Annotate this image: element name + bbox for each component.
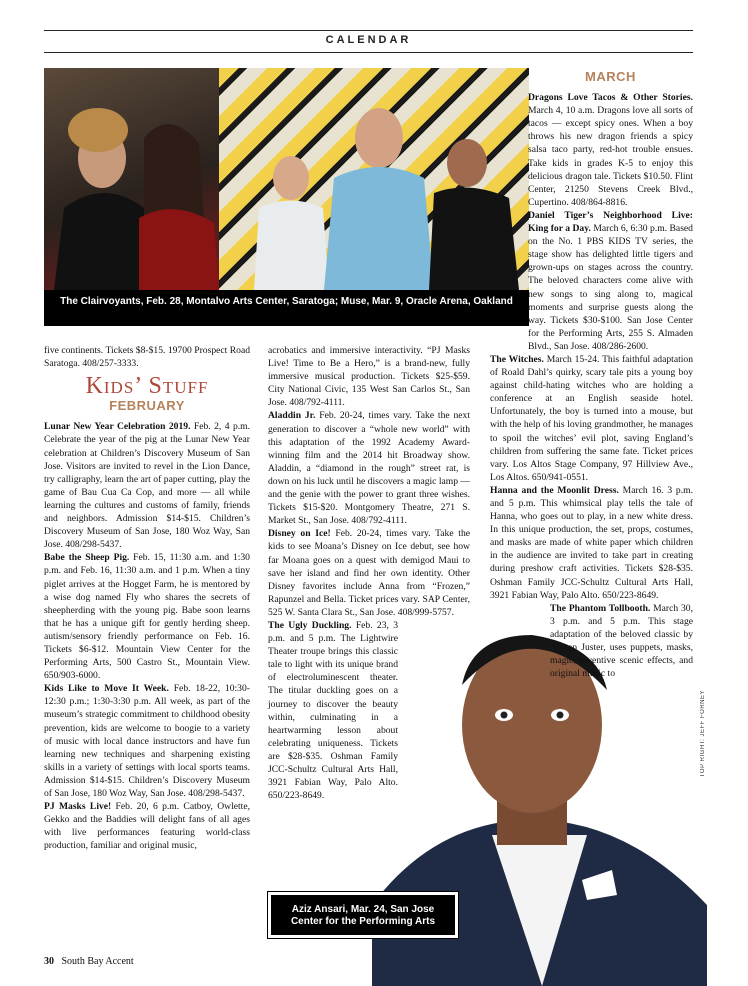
listing-body: March 4, 10 a.m. Dragons love all sorts of tacos — except spicy ones. When a boy throws his new dragon friends a spicy salsa taco party, red-hot trouble ensues. Take kids in grades K-5 to enjoy this delicious dragon tale. Tickets $10.50. Flint Center, 21250 Stevens Creek Blvd., Cupertino. 408/864-8816. [528,105,693,208]
muse-photo [219,68,529,290]
listing-title: The Ugly Duckling. [268,619,352,631]
listing-body: March 15-24. This faithful adaptation of Roald Dahl’s quirky, scary tale pits a young boy against child-hating witches who are holding a conference at an English seaside hotel. Unfortunately, the boy is turned into a mouse, but with the help of his loving grandmother, he manages to spoil the witches’ evil plot, saving England’s children from suffering the same fate. Ticket prices vary. Los Altos Stage Company, 97 Hillview Ave., Los Altos. 650/941-0551. [490,353,693,483]
listing [528,209,693,353]
listing [528,91,693,209]
listing-body: Feb. 15, 11:30 a.m. and 1:30 p.m. and Feb. 16, 11:30 a.m. and 1 p.m. When a tiny piglet arrives at the Hogget Farm, he is mentored by a wise dog named Fly who shares the secrets of sheepherding with the young pig. Babe soon learns that he has a unique gift for gently herding sheep. autism/sensory friendly performance on Feb. 16. Tickets $6-$12. Mountain View Center for the Performing Arts, 500 Castro St., Mountain View. 650/903-6000. [44,552,250,682]
col1-continuation: five continents. Tickets $8-$15. 19700 Prospect Road Saratoga. 408/257-3333. [44,345,250,370]
page-number: 30 [44,956,54,967]
listing-title: Disney on Ice! [268,528,331,540]
listing [268,619,398,802]
magazine-name: South Bay Accent [61,956,134,967]
listing-title: Dragons Love Tacos & Other Stories. [528,92,693,104]
listing-body: March 6, 6:30 p.m. Based on the No. 1 PBS KIDS TV series, the stage show has delighted little tigers and grown-ups on stages across the country. The beloved characters come alive with new songs to sing along to, magical moments and surprise guests along the way. Tickets $30-$100. San Jose Center for the Performing Arts, 255 S. Almaden Blvd., San Jose. 408/286-2600. [528,223,693,352]
listing-body: Feb. 20-24, times vary. Take the kids to see Moana’s Disney on Ice debut, see how far Moana goes on a quest with demigod Maui to save her island and find her own identity. Other Disney favorites include Anna from “Frozen,” Rapunzel and Bella. Ticket prices vary. SAP Center, 525 W. Santa Clara St., San Jose. 408/999-5757. [268,528,471,618]
header-rule [44,52,693,53]
listing-title: PJ Masks Live! [44,801,112,813]
listing-body: March 30, 3 p.m. and 5 p.m. This stage adaptation of the beloved classic by Norton Juster, uses puppets, masks, magic, inventive scenic effects, and original music to [550,602,694,680]
listing [490,353,693,484]
listing-body: Feb. 20, 6 p.m. Catboy, Owlette, Gekko and the Baddies will delight fans of all ages with live performances featuring world-class production, familiar and original music, [44,801,250,852]
listing-title: The Witches. [490,353,544,365]
listing-title: Hanna and the Moonlit Dress. [490,484,619,496]
listing [44,682,250,800]
listing-title: Babe the Sheep Pig. [44,552,130,564]
top-photo-caption: The Clairvoyants, Feb. 28, Montalvo Arts Center, Saratoga; Muse, Mar. 9, Oracle Arena, Oakland [44,290,529,326]
listing-body: Feb. 18-22, 10:30-12:30 p.m.; 1:30-3:30 p.m. All week, as part of the museum’s strategic commitment to childhood obesity prevention, kids are welcome to boogie to a variety of music with local dance instructors and have fun learning new techniques and sharpening existing skills in a variety of settings with local sports teams. Admission $14-$15. Children’s Discovery Museum of San Jose, 180 Woz Way, San Jose. 408/298-5437. [44,683,250,799]
photo-credit: TOP RIGHT: JEFF FORNEY [700,690,706,778]
clairvoyants-photo [44,68,219,290]
listing-title: Daniel Tiger’s Neighborhood Live: King for a Day. [528,209,693,235]
february-heading: FEBRUARY [109,398,185,414]
col2-continuation: acrobatics and immersive interactivity. “PJ Masks Live! Time to Be a Hero,” is a brand-new, fully immersive musical production. Tickets $25-$59. City National Civic, 135 West San Carlos St., San Jose. 408/792-4111. [268,345,470,409]
page-footer [44,956,134,967]
listing [44,800,250,852]
top-rule [44,30,693,31]
listing-title: Aladdin Jr. [268,410,316,422]
clairvoyants-illustration [44,68,219,290]
listing-body: Feb. 20-24, times vary. Take the next generation to discover a “whole new world” with this adaptation of the 1992 Academy Award-winning film and the 2014 hit Broadway show. Aladdin, a “diamond in the rough” street rat, is down on his luck until he discovers a magic lamp — and the genie with the power to grant three wishes. Tickets $15-$20. Montgomery Theatre, 271 S. Market St., San Jose. 408/792-4111. [268,410,470,527]
listing-body: Feb. 23, 3 p.m. and 5 p.m. The Lightwire Theater troupe brings this classic tale to light with its unique brand of electroluminescent theater. The titular duckling goes on a journey to discover the beauty within, culminating in a heartwarming lesson about celebrating uniqueness. Tickets are $28-$35. Oshman Family JCC-Schultz Cultural Arts Hall, 3921 Fabian Way, Palo Alto. 650/223-8649. [268,619,398,802]
muse-illustration [219,68,529,290]
listing-title: Lunar New Year Celebration 2019. [44,421,191,433]
march-heading: MARCH [585,69,636,84]
listing-body: March 16. 3 p.m. and 5 p.m. This whimsical play tells the tale of Hanna, who goes out to play, in a new white dress. In this unique production, the set, props, costumes, and masks are made of white paper which children in the audience are invited to take part in creating during preshow craft activities. Tickets $28-$35. Oshman Family JCC-Schultz Cultural Arts Hall, 3921 Fabian Way, Palo Alto. 650/223-8649. [490,484,693,601]
listing [550,602,693,681]
listing [490,484,693,602]
column-3 [490,68,693,680]
listing [268,409,470,527]
listing [44,551,250,682]
listing-body: Feb. 2, 4 p.m. Celebrate the year of the pig at the Lunar New Year celebration at Children’s Discovery Museum of San Jose. Visitors are invited to revel in the Lion Dance, try calligraphy, learn the art of paper cutting, play the game of Bau Cua Ca Cop, and more — all while learning the cultures and customs of family, friends and neighbors. Admission $14-$15. Children’s Discovery Museum of San Jose, 180 Woz Way, San Jose. 408/298-5437. [44,421,251,551]
aziz-photo-caption: Aziz Ansari, Mar. 24, San Jose Center for the Performing Arts [268,892,458,938]
kids-stuff-title: Kids’ Stuff [85,373,209,400]
listing-title: Kids Like to Move It Week. [44,683,169,695]
listing-title: The Phantom Tollbooth. [550,602,651,614]
section-header: CALENDAR [325,34,412,46]
listing [44,420,250,551]
column-2 [268,344,470,802]
column-1 [44,344,250,852]
listing [268,527,470,619]
